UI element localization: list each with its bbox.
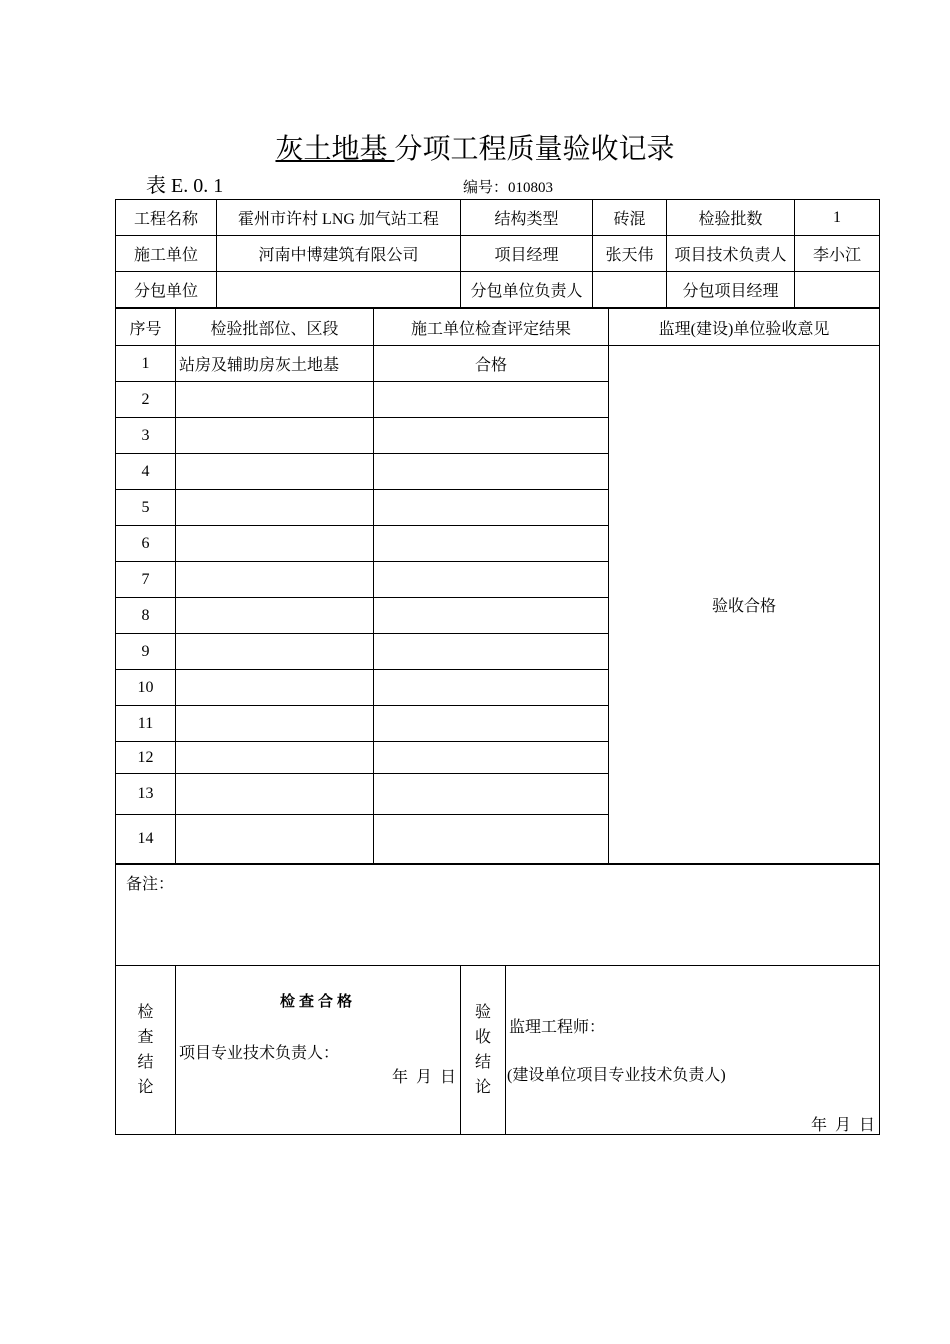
check-result <box>374 418 609 454</box>
contractor-value: 河南中博建筑有限公司 <box>217 236 461 272</box>
column-header: 监理(建设)单位验收意见 <box>609 309 880 346</box>
serial-label: 编号： <box>463 180 509 196</box>
structure-type-value: 砖混 <box>593 200 667 236</box>
row-number: 14 <box>116 815 176 864</box>
batch-count-value: 1 <box>795 200 880 236</box>
tech-lead-label: 项目技术负责人 <box>667 236 795 272</box>
check-result <box>374 670 609 706</box>
check-result <box>374 454 609 490</box>
row-number: 6 <box>116 526 176 562</box>
column-header: 施工单位检查评定结果 <box>374 309 609 346</box>
accept-conclusion-cell <box>506 966 880 1135</box>
batch-part <box>176 418 374 454</box>
title-subject: 灰土地基 <box>275 134 395 165</box>
tech-lead-value: 李小江 <box>795 236 880 272</box>
accept-date: 年 月 日 <box>811 1117 876 1134</box>
batch-part <box>176 815 374 864</box>
sub-pm-value <box>795 272 880 308</box>
project-manager-value: 张天伟 <box>593 236 667 272</box>
check-result <box>374 774 609 815</box>
batch-part <box>176 774 374 815</box>
check-result <box>374 742 609 774</box>
form-number: 表 E. 0. 1 <box>146 175 224 197</box>
column-header: 检验批部位、区段 <box>176 309 374 346</box>
page-title <box>0 130 950 170</box>
batch-part <box>176 598 374 634</box>
batch-part <box>176 634 374 670</box>
batch-part <box>176 382 374 418</box>
serial-value: 010803 <box>508 180 554 196</box>
check-result <box>374 706 609 742</box>
label-char: 结 <box>137 1054 154 1071</box>
label-char: 查 <box>137 1029 154 1046</box>
label-char: 收 <box>474 1029 491 1046</box>
row-number: 12 <box>116 742 176 774</box>
batch-part <box>176 562 374 598</box>
column-header: 序号 <box>116 309 176 346</box>
batch-table <box>115 308 880 864</box>
check-date: 年 月 日 <box>391 1069 456 1086</box>
batch-part <box>176 526 374 562</box>
batch-part <box>176 670 374 706</box>
check-result <box>374 382 609 418</box>
contractor-label: 施工单位 <box>116 236 217 272</box>
label-char: 验 <box>474 1004 491 1021</box>
row-number: 8 <box>116 598 176 634</box>
row-number: 10 <box>116 670 176 706</box>
check-conclusion-label <box>116 966 176 1135</box>
check-result: 合格 <box>374 346 609 382</box>
check-result <box>374 634 609 670</box>
serial-number <box>463 178 553 198</box>
batch-part: 站房及辅助房灰土地基 <box>176 346 374 382</box>
row-number: 11 <box>116 706 176 742</box>
row-number: 13 <box>116 774 176 815</box>
sub-lead-label: 分包单位负责人 <box>461 272 593 308</box>
check-result <box>374 562 609 598</box>
subcontractor-label: 分包单位 <box>116 272 217 308</box>
project-manager-label: 项目经理 <box>461 236 593 272</box>
remarks-label: 备注： <box>126 876 175 893</box>
supervising-engineer: 监理工程师： <box>509 1019 606 1036</box>
check-result <box>374 815 609 864</box>
check-result <box>374 490 609 526</box>
label-char: 结 <box>474 1054 491 1071</box>
row-number: 1 <box>116 346 176 382</box>
supervision-opinion: 验收合格 <box>609 346 880 864</box>
check-stamp: 检查合格 <box>279 994 356 1010</box>
check-conclusion-cell <box>176 966 461 1135</box>
batch-part <box>176 490 374 526</box>
subcontractor-value <box>217 272 461 308</box>
check-result <box>374 598 609 634</box>
check-signer: 项目专业技术负责人： <box>179 1045 340 1062</box>
row-number: 3 <box>116 418 176 454</box>
row-number: 9 <box>116 634 176 670</box>
sub-pm-label: 分包项目经理 <box>667 272 795 308</box>
batch-part <box>176 742 374 774</box>
label-char: 检 <box>137 1004 154 1021</box>
accept-conclusion-label <box>461 966 506 1135</box>
owner-tech-lead: (建设单位项目专业技术负责人) <box>507 1067 726 1084</box>
row-number: 7 <box>116 562 176 598</box>
label-char: 论 <box>137 1079 154 1096</box>
title-rest: 分项工程质量验收记录 <box>394 134 675 165</box>
batch-part <box>176 706 374 742</box>
remarks-cell <box>116 865 880 966</box>
row-number: 5 <box>116 490 176 526</box>
project-name-value: 霍州市许村 LNG 加气站工程 <box>217 200 461 236</box>
batch-count-label: 检验批数 <box>667 200 795 236</box>
row-number: 2 <box>116 382 176 418</box>
row-number: 4 <box>116 454 176 490</box>
project-info-table <box>115 199 880 308</box>
conclusion-table <box>115 864 880 1135</box>
batch-part <box>176 454 374 490</box>
label-char: 论 <box>474 1079 491 1096</box>
project-name-label: 工程名称 <box>116 200 217 236</box>
sub-lead-value <box>593 272 667 308</box>
check-result <box>374 526 609 562</box>
structure-type-label: 结构类型 <box>461 200 593 236</box>
